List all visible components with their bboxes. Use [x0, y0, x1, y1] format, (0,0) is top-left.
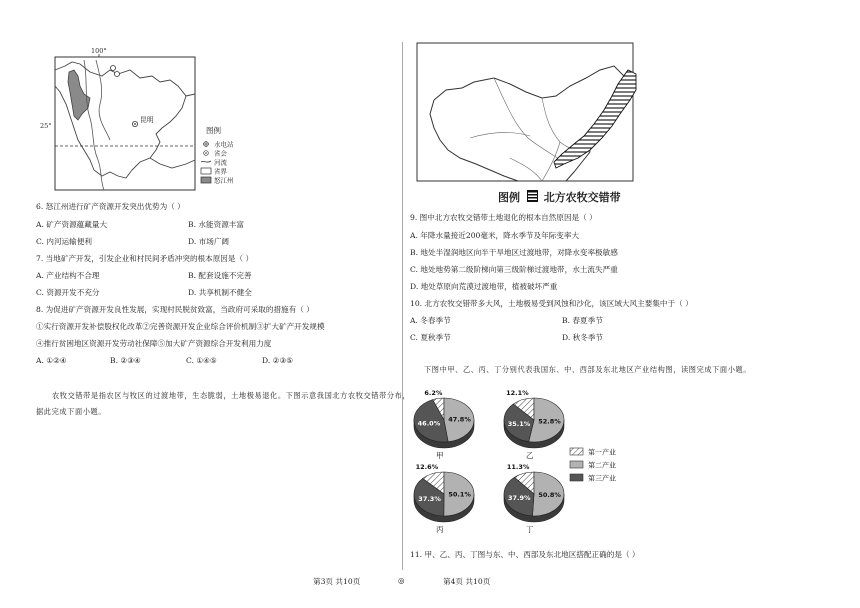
legend-title: 图例 [206, 126, 221, 135]
ecotone-belt [554, 70, 636, 168]
legend-swatch [570, 461, 583, 468]
q6-stem: 6. 怒江州进行矿产资源开发突出优势为（ ） [36, 202, 185, 211]
legend-prefecture-icon [201, 177, 211, 183]
q6-option-d[interactable]: D. 市场广阔 [188, 237, 230, 246]
pie-data-label: 35.1% [507, 419, 531, 428]
pie-name-label: 丙 [436, 525, 444, 534]
pie-name-label: 乙 [526, 451, 534, 460]
lat-label: 25° [40, 122, 52, 130]
q9-option-a[interactable]: A. 年降水量接近200毫米，降水季节及年际变率大 [410, 231, 580, 240]
farm-intro-line1: 农牧交错带是指农区与牧区的过渡地带，生态脆弱，土地极易退化。下图示意我国北方农牧交错带分布， [52, 391, 411, 400]
footer-page-right: 第4页 共10页 [443, 577, 491, 586]
pie-data-label: 12.1% [506, 389, 529, 397]
footer-page-left: 第3页 共10页 [313, 577, 361, 586]
legend-swatch [570, 474, 583, 481]
legend-item: 怒江州 [214, 176, 234, 185]
q9-option-d[interactable]: D. 地处草原向荒漠过渡地带，植被破坏严重 [410, 282, 558, 291]
q7-option-c[interactable]: C. 资源开发不充分 [36, 288, 100, 297]
q7-option-a[interactable]: A. 产业结构不合理 [36, 271, 100, 280]
legend-entry: 第二产业 [588, 461, 616, 470]
q10-option-c[interactable]: C. 夏秋季节 [410, 333, 451, 342]
nujiang-map [0, 0, 400, 200]
pie-data-label: 52.8% [538, 417, 561, 426]
q7-stem: 7. 当地矿产开发，引发企业和村民间矛盾冲突的根本原因是（ ） [36, 254, 254, 263]
farm-pastoral-map [410, 38, 650, 208]
legend-river-icon [201, 161, 211, 162]
pie-data-label: 47.8% [448, 415, 471, 424]
legend-item: 水电站 [214, 140, 234, 149]
legend-entry: 第一产业 [588, 448, 616, 457]
q6-option-a[interactable]: A. 矿产资源蕴藏量大 [36, 220, 108, 229]
legend-hydro-icon [203, 141, 209, 147]
pie-data-label: 50.1% [448, 490, 471, 499]
q10-option-b[interactable]: B. 春夏季节 [562, 316, 603, 325]
capital-icon [132, 121, 137, 126]
q8-option-a[interactable]: A. ①②④ [36, 356, 67, 365]
q6-option-b[interactable]: B. 水能资源丰富 [188, 220, 244, 229]
legend-item: 省界 [214, 167, 227, 176]
farm-intro-line2: 据此完成下面小题。 [36, 407, 107, 416]
q9-option-b[interactable]: B. 地处半湿润地区向半干旱地区过渡地带，对降水变率极敏感 [410, 248, 618, 257]
q8-statements-2: ④推行贫困地区资源开发劳动社保障⑤加大矿产资源综合开发利用力度 [36, 339, 272, 348]
lon-label: 100° [91, 47, 107, 55]
pie-data-label: 46.0% [417, 419, 441, 428]
legend-capital-icon [204, 151, 209, 156]
legend-border-icon [201, 168, 211, 174]
pie-data-label: 37.9% [507, 494, 531, 503]
pie-data-label: 50.8% [538, 490, 561, 499]
q9-stem: 9. 图中北方农牧交错带土地退化的根本自然原因是（ ） [410, 213, 597, 222]
pie-intro: 下图中甲、乙、丙、丁分别代表我国东、中、西部及东北地区产业结构图，读图完成下面小题。 [424, 365, 752, 374]
map2-legend [498, 189, 621, 205]
pie-2 [414, 463, 474, 534]
map2-frame [417, 43, 633, 181]
q8-option-c[interactable]: C. ①④⑤ [186, 356, 217, 365]
q8-option-b[interactable]: B. ②③④ [110, 356, 141, 365]
pie-data-label: 12.6% [415, 463, 439, 471]
map2-legend-prefix: 图例 [498, 191, 520, 204]
kunming-label: 昆明 [140, 116, 154, 124]
q10-option-a[interactable]: A. 冬春季节 [410, 316, 451, 325]
legend-item: 省会 [214, 149, 227, 158]
pie-name-label: 甲 [436, 451, 444, 460]
q7-option-d[interactable]: D. 共享机制不健全 [188, 288, 252, 297]
q7-option-b[interactable]: B. 配套设施不完善 [188, 271, 252, 280]
q8-option-d[interactable]: D. ②③⑤ [262, 356, 294, 365]
q9-option-c[interactable]: C. 地处地势第二级阶梯向第三级阶梯过渡地带，水土流失严重 [410, 265, 618, 274]
pie-legend [570, 448, 616, 483]
hatch-swatch-icon [527, 190, 538, 202]
pie-data-label: 11.3% [506, 463, 530, 471]
pie-name-label: 丁 [526, 525, 534, 534]
map2-legend-label: 北方农牧交错带 [543, 191, 621, 204]
pie-1 [504, 389, 564, 460]
legend-item: 河流 [214, 158, 227, 167]
legend-entry: 第三产业 [588, 474, 616, 483]
q10-stem: 10. 北方农牧交错带多大风，土地极易受到风蚀和沙化，该区域大风主要集中于（ ） [410, 299, 693, 308]
q11-stem: 11. 甲、乙、丙、丁图与东、中、西部及东北地区搭配正确的是（ ） [410, 550, 640, 559]
industry-structure-pies [400, 378, 660, 548]
pie-0 [414, 389, 474, 460]
pie-3 [504, 463, 564, 534]
pie-data-label: 37.3% [418, 494, 441, 503]
q10-option-d[interactable]: D. 秋冬季节 [562, 333, 604, 342]
q8-stem: 8. 为促进矿产资源开发良性发展，实现村民脱贫致富，当政府可采取的措施有（ ） [36, 305, 314, 314]
footer-separator-icon: ◎ [398, 576, 405, 585]
q8-statements-1: ①实行资源开发补偿股权化改革②完善资源开发企业综合评价机制③扩大矿产开发规模 [36, 322, 325, 331]
pie-data-label: 6.2% [424, 389, 443, 397]
q6-option-c[interactable]: C. 内河运输便利 [36, 237, 92, 246]
legend-swatch [570, 448, 583, 455]
